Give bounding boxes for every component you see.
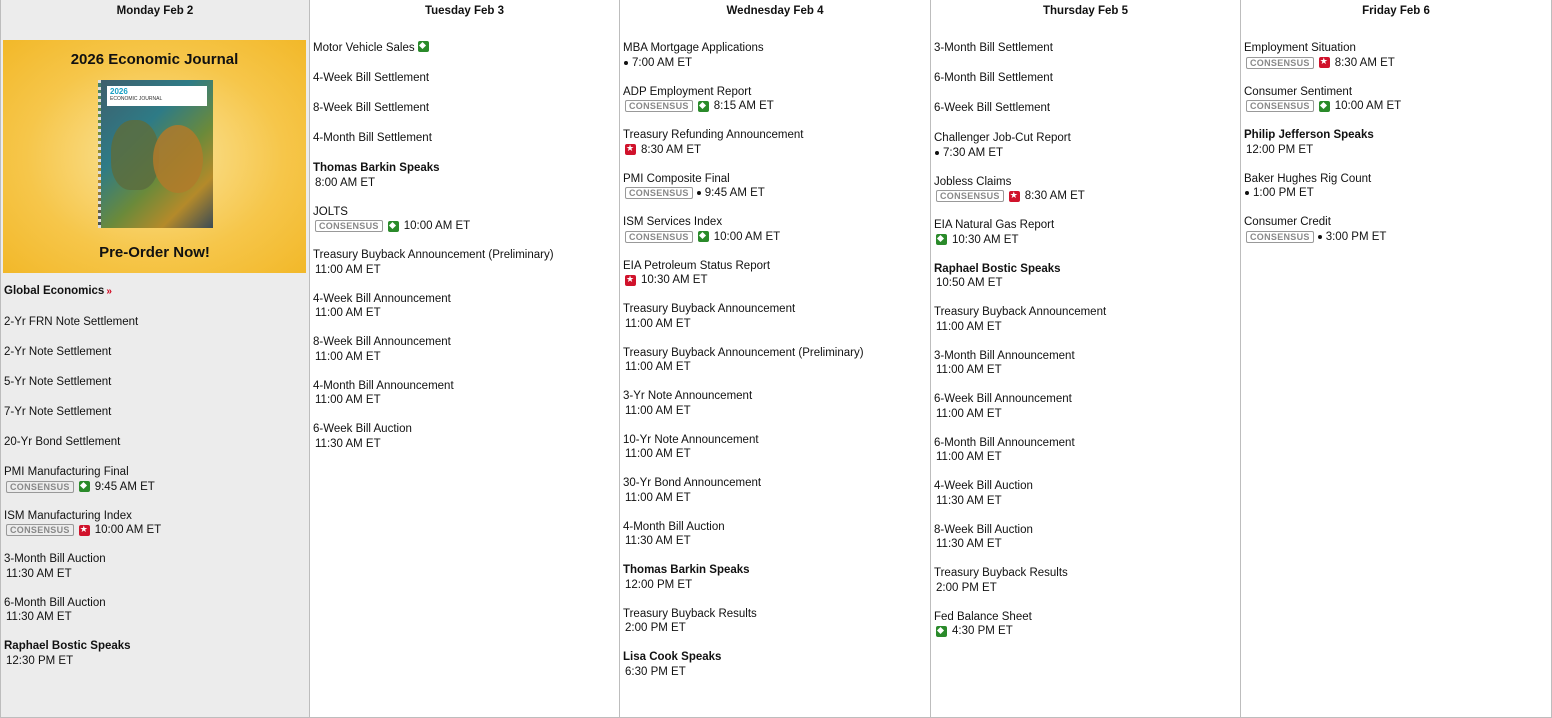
calendar-event[interactable]: [934, 71, 1240, 85]
event-name[interactable]: Jobless Claims: [934, 175, 1012, 188]
consensus-badge[interactable]: CONSENSUS: [1246, 231, 1314, 243]
calendar-event[interactable]: [4, 509, 309, 538]
event-list: [620, 41, 930, 679]
event-meta: [934, 493, 1240, 508]
calendar-event[interactable]: [934, 262, 1240, 291]
event-list: [1, 285, 309, 668]
calendar-event[interactable]: [623, 520, 930, 549]
event-time: 11:30 AM ET: [936, 538, 1002, 550]
consensus-badge[interactable]: CONSENSUS: [6, 524, 74, 536]
event-meta: [934, 145, 1240, 160]
event-time: 10:00 AM ET: [403, 220, 471, 232]
event-meta: [623, 621, 930, 636]
day-header: Friday Feb 6: [1362, 5, 1430, 17]
event-name[interactable]: 3-Month Bill Settlement: [934, 42, 1053, 54]
event-name[interactable]: JOLTS: [313, 205, 348, 218]
event-name[interactable]: Thomas Barkin Speaks: [313, 162, 440, 174]
event-name[interactable]: Treasury Buyback Results: [934, 567, 1068, 579]
event-name[interactable]: 8-Week Bill Auction: [934, 523, 1033, 536]
event-name[interactable]: 4-Month Bill Announcement: [313, 379, 454, 392]
calendar-event[interactable]: [4, 375, 309, 389]
event-name[interactable]: 30-Yr Bond Announcement: [623, 477, 762, 489]
day-column-friday: [1241, 0, 1552, 718]
event-meta: [623, 360, 930, 375]
event-name[interactable]: 5-Yr Note Settlement: [4, 376, 112, 388]
calendar-event[interactable]: [313, 41, 619, 55]
consensus-badge[interactable]: CONSENSUS: [625, 187, 693, 199]
event-time: 2:00 PM ET: [936, 581, 997, 594]
event-meta: [623, 534, 930, 549]
event-time: 4:30 PM ET: [952, 625, 1013, 637]
calendar-event[interactable]: [313, 422, 619, 451]
consensus-badge[interactable]: CONSENSUS: [936, 190, 1004, 202]
event-time: 11:00 AM ET: [315, 307, 381, 319]
diamond-icon: [418, 41, 429, 52]
bullet-dot-icon: [1318, 235, 1322, 239]
event-meta: [623, 403, 930, 418]
event-meta: [4, 566, 309, 581]
journal-cover-header: [107, 86, 207, 106]
event-meta: [4, 653, 309, 668]
event-name[interactable]: 4-Month Bill Auction: [623, 520, 725, 533]
event-meta: [1244, 55, 1551, 70]
event-name[interactable]: 6-Month Bill Settlement: [934, 72, 1053, 84]
event-name[interactable]: PMI Composite Final: [623, 172, 730, 185]
journal-cover-year: 2026: [110, 87, 128, 96]
event-meta: [623, 99, 930, 114]
event-name[interactable]: Baker Hughes Rig Count: [1244, 172, 1372, 185]
calendar-event[interactable]: [623, 128, 930, 157]
diamond-icon: [79, 481, 90, 492]
journal-cover-image: [98, 80, 213, 228]
event-name[interactable]: Fed Balance Sheet: [934, 610, 1032, 623]
consensus-badge[interactable]: CONSENSUS: [6, 481, 74, 493]
event-time: 6:30 PM ET: [625, 665, 686, 678]
event-name[interactable]: Raphael Bostic Speaks: [934, 262, 1061, 275]
event-meta: [934, 450, 1240, 465]
bullet-dot-icon: [624, 61, 628, 65]
event-meta: [1244, 99, 1551, 114]
event-time: 9:45 AM ET: [94, 480, 155, 493]
event-time: 3:00 PM ET: [1325, 230, 1387, 243]
calendar-event[interactable]: [313, 335, 619, 364]
event-name[interactable]: Thomas Barkin Speaks: [623, 564, 750, 576]
event-list: [931, 41, 1240, 639]
calendar-event[interactable]: [313, 101, 619, 115]
event-name[interactable]: 6-Month Bill Announcement: [934, 436, 1075, 449]
event-name[interactable]: Challenger Job-Cut Report: [934, 132, 1071, 144]
event-name[interactable]: 6-Week Bill Announcement: [934, 393, 1072, 405]
calendar-event[interactable]: [623, 389, 930, 418]
event-time: 8:30 AM ET: [641, 143, 702, 156]
global-economics-link[interactable]: [4, 285, 309, 303]
promo-banner[interactable]: [3, 40, 306, 273]
event-meta: [934, 406, 1240, 421]
event-time: 10:50 AM ET: [936, 277, 1003, 289]
event-name[interactable]: Treasury Buyback Announcement (Preliminary): [313, 249, 554, 261]
event-time: 11:00 AM ET: [625, 404, 691, 417]
calendar-event[interactable]: [623, 433, 930, 462]
event-name[interactable]: ISM Services Index: [623, 216, 723, 228]
calendar-event[interactable]: [934, 41, 1240, 55]
calendar-event[interactable]: [934, 305, 1240, 334]
event-time: 11:00 AM ET: [936, 451, 1002, 463]
event-name[interactable]: 8-Week Bill Announcement: [313, 336, 451, 348]
bullet-dot-icon: [1245, 191, 1249, 195]
chevron-right-icon: »: [106, 286, 112, 297]
calendar-event[interactable]: [934, 566, 1240, 595]
event-name[interactable]: 4-Week Bill Announcement: [313, 292, 451, 305]
event-name[interactable]: Treasury Buyback Announcement: [934, 306, 1107, 318]
calendar-event[interactable]: [934, 479, 1240, 508]
event-time: 11:30 AM ET: [936, 494, 1002, 507]
calendar-event[interactable]: [4, 405, 309, 419]
calendar-event[interactable]: [1244, 215, 1551, 244]
event-time: 11:30 AM ET: [625, 535, 691, 547]
event-time: 8:15 AM ET: [713, 100, 774, 112]
event-name[interactable]: Employment Situation: [1244, 42, 1356, 54]
calendar-event[interactable]: [1244, 128, 1551, 157]
event-meta: [934, 276, 1240, 291]
event-time: 11:00 AM ET: [315, 350, 381, 363]
calendar-event[interactable]: [623, 85, 930, 114]
event-name[interactable]: 4-Month Bill Settlement: [313, 132, 432, 144]
event-name[interactable]: Treasury Buyback Results: [623, 607, 757, 620]
day-column-wednesday: [620, 0, 931, 718]
event-name[interactable]: 2-Yr Note Settlement: [4, 346, 112, 358]
event-time: 12:00 PM ET: [625, 578, 693, 591]
event-time: 11:00 AM ET: [936, 407, 1002, 420]
star-icon: [625, 275, 636, 286]
event-name[interactable]: 3-Month Bill Announcement: [934, 349, 1075, 362]
event-name[interactable]: 20-Yr Bond Settlement: [4, 436, 121, 448]
event-time: 11:00 AM ET: [625, 448, 691, 460]
event-time: 7:00 AM ET: [632, 56, 693, 69]
star-icon: [625, 144, 636, 155]
event-time: 9:45 AM ET: [704, 187, 765, 199]
bullet-dot-icon: [697, 191, 701, 195]
event-meta: [934, 537, 1240, 552]
bull-illustration: [111, 120, 159, 190]
event-name[interactable]: 7-Yr Note Settlement: [4, 406, 112, 418]
event-name[interactable]: ISM Manufacturing Index: [4, 509, 132, 522]
calendar-event[interactable]: [313, 71, 619, 85]
event-meta: [623, 577, 930, 592]
event-time: 11:00 AM ET: [625, 317, 691, 330]
calendar-event[interactable]: [313, 248, 619, 277]
calendar-event[interactable]: [313, 161, 619, 190]
event-meta: [313, 306, 619, 321]
event-name[interactable]: 3-Yr Note Announcement: [623, 390, 753, 402]
event-meta: [313, 219, 619, 234]
event-name[interactable]: Treasury Buyback Announcement: [623, 303, 796, 315]
event-meta: [623, 447, 930, 462]
event-time: 11:30 AM ET: [6, 611, 72, 623]
event-meta: [623, 229, 930, 244]
event-time: 11:30 AM ET: [6, 567, 72, 580]
event-meta: [313, 175, 619, 190]
event-name[interactable]: Philip Jefferson Speaks: [1244, 129, 1374, 141]
event-name[interactable]: 6-Week Bill Auction: [313, 423, 412, 435]
calendar-event[interactable]: [623, 41, 930, 70]
calendar-event[interactable]: [623, 215, 930, 244]
calendar-event[interactable]: [934, 610, 1240, 639]
event-name[interactable]: 8-Week Bill Settlement: [313, 102, 430, 114]
calendar-event[interactable]: [4, 465, 309, 494]
calendar-event[interactable]: [4, 596, 309, 625]
bear-illustration: [153, 125, 203, 193]
event-name[interactable]: PMI Manufacturing Final: [4, 466, 129, 478]
event-name[interactable]: 3-Month Bill Auction: [4, 553, 106, 565]
event-meta: [1244, 229, 1551, 244]
calendar-event[interactable]: [623, 607, 930, 636]
event-time: 7:30 AM ET: [943, 146, 1004, 159]
diamond-icon: [698, 231, 709, 242]
event-meta: [313, 349, 619, 364]
calendar-event[interactable]: [623, 563, 930, 592]
event-time: 12:30 PM ET: [6, 654, 74, 667]
calendar-event[interactable]: [313, 292, 619, 321]
day-header: Monday Feb 2: [116, 5, 194, 17]
event-meta: [1244, 186, 1551, 201]
consensus-badge[interactable]: CONSENSUS: [1246, 57, 1314, 69]
calendar-event[interactable]: [4, 435, 309, 449]
event-meta: [4, 610, 309, 625]
event-meta: [623, 664, 930, 679]
event-time: 2:00 PM ET: [625, 622, 686, 634]
event-meta: [934, 189, 1240, 204]
event-time: 11:30 AM ET: [315, 437, 381, 450]
consensus-badge[interactable]: CONSENSUS: [625, 231, 693, 243]
event-name[interactable]: 6-Month Bill Auction: [4, 596, 106, 609]
event-meta: [934, 319, 1240, 334]
calendar-event[interactable]: [934, 218, 1240, 247]
promo-title: 2026 Economic Journal: [70, 51, 239, 68]
event-time: 10:30 AM ET: [641, 274, 708, 286]
event-time: 11:00 AM ET: [315, 263, 381, 276]
event-time: 11:00 AM ET: [315, 394, 381, 406]
day-column-monday: [0, 0, 310, 718]
global-economics-label[interactable]: Global Economics: [4, 285, 105, 297]
event-name[interactable]: EIA Petroleum Status Report: [623, 259, 771, 272]
diamond-icon: [698, 101, 709, 112]
event-meta: [313, 436, 619, 451]
star-icon: [79, 525, 90, 536]
diamond-icon: [388, 221, 399, 232]
calendar-event[interactable]: [623, 172, 930, 201]
calendar-event[interactable]: [4, 345, 309, 359]
event-time: 1:00 PM ET: [1253, 187, 1314, 199]
day-column-tuesday: [310, 0, 620, 718]
journal-cover-subtitle: ECONOMIC JOURNAL: [110, 96, 163, 102]
event-name[interactable]: 10-Yr Note Announcement: [623, 433, 759, 446]
consensus-badge[interactable]: CONSENSUS: [1246, 100, 1314, 112]
event-meta: [623, 273, 930, 288]
calendar-event[interactable]: [1244, 85, 1551, 114]
calendar-event[interactable]: [313, 379, 619, 408]
event-meta: [623, 186, 930, 201]
calendar-event[interactable]: [623, 650, 930, 679]
star-icon: [1319, 57, 1330, 68]
calendar-event[interactable]: [4, 552, 309, 581]
day-header: Thursday Feb 5: [1043, 5, 1128, 17]
event-meta: [623, 55, 930, 70]
event-name[interactable]: 4-Week Bill Auction: [934, 480, 1033, 492]
event-time: 8:30 AM ET: [1334, 56, 1395, 69]
event-meta: [934, 232, 1240, 247]
event-name[interactable]: EIA Natural Gas Report: [934, 219, 1055, 231]
event-time: 11:00 AM ET: [936, 364, 1002, 376]
calendar-event[interactable]: [934, 131, 1240, 160]
consensus-badge[interactable]: CONSENSUS: [315, 220, 383, 232]
event-meta: [934, 580, 1240, 595]
calendar-event[interactable]: [934, 392, 1240, 421]
consensus-badge[interactable]: CONSENSUS: [625, 100, 693, 112]
event-name[interactable]: 6-Week Bill Settlement: [934, 102, 1051, 114]
calendar-event[interactable]: [623, 259, 930, 288]
calendar-event[interactable]: [934, 101, 1240, 115]
calendar-event[interactable]: [623, 346, 930, 375]
event-name[interactable]: Treasury Buyback Announcement (Preliminary): [623, 346, 864, 359]
event-time: 10:30 AM ET: [952, 233, 1019, 246]
event-meta: [313, 262, 619, 277]
pre-order-link[interactable]: Pre-Order Now!: [99, 244, 210, 261]
star-icon: [1009, 191, 1020, 202]
day-column-thursday: [931, 0, 1241, 718]
calendar-event[interactable]: [1244, 172, 1551, 201]
event-name[interactable]: MBA Mortgage Applications: [623, 42, 764, 54]
calendar-event[interactable]: [313, 131, 619, 145]
event-time: 8:00 AM ET: [315, 176, 376, 189]
event-name[interactable]: Consumer Credit: [1244, 216, 1331, 228]
event-meta: [623, 316, 930, 331]
event-meta: [623, 490, 930, 505]
event-name[interactable]: 4-Week Bill Settlement: [313, 72, 430, 84]
event-time: 10:00 AM ET: [1334, 100, 1402, 112]
calendar-event[interactable]: [623, 302, 930, 331]
calendar-event[interactable]: [934, 523, 1240, 552]
event-time: 11:00 AM ET: [625, 491, 691, 504]
event-meta: [313, 393, 619, 408]
event-name[interactable]: 2-Yr FRN Note Settlement: [4, 316, 139, 328]
event-meta: [1244, 142, 1551, 157]
event-name[interactable]: ADP Employment Report: [623, 85, 752, 98]
event-name[interactable]: Motor Vehicle Sales: [313, 42, 415, 54]
calendar-event[interactable]: [934, 436, 1240, 465]
event-time: 10:00 AM ET: [94, 524, 162, 536]
calendar-event[interactable]: [4, 315, 309, 329]
event-time: 11:00 AM ET: [936, 320, 1002, 333]
diamond-icon: [1319, 101, 1330, 112]
diamond-icon: [936, 234, 947, 245]
event-list: [1241, 41, 1551, 244]
event-name[interactable]: Consumer Sentiment: [1244, 85, 1353, 98]
day-header: Wednesday Feb 4: [726, 5, 824, 17]
event-list: [310, 41, 619, 451]
bullet-dot-icon: [935, 151, 939, 155]
calendar-event[interactable]: [1244, 41, 1551, 70]
calendar-event[interactable]: [623, 476, 930, 505]
diamond-icon: [936, 626, 947, 637]
event-meta: [934, 624, 1240, 639]
event-name[interactable]: Lisa Cook Speaks: [623, 651, 722, 663]
calendar-event[interactable]: [934, 175, 1240, 204]
event-time: 11:00 AM ET: [625, 361, 691, 373]
event-time: 12:00 PM ET: [1246, 143, 1314, 156]
calendar-event[interactable]: [313, 205, 619, 234]
event-meta: [4, 479, 309, 494]
event-name[interactable]: Treasury Refunding Announcement: [623, 129, 804, 141]
event-meta: [934, 363, 1240, 378]
calendar-event[interactable]: [4, 639, 309, 668]
event-time: 8:30 AM ET: [1024, 190, 1085, 202]
event-meta: [4, 523, 309, 538]
day-header: Tuesday Feb 3: [424, 5, 505, 17]
event-time: 10:00 AM ET: [713, 230, 781, 243]
event-meta: [623, 142, 930, 157]
calendar-event[interactable]: [934, 349, 1240, 378]
event-name[interactable]: Raphael Bostic Speaks: [4, 640, 131, 652]
